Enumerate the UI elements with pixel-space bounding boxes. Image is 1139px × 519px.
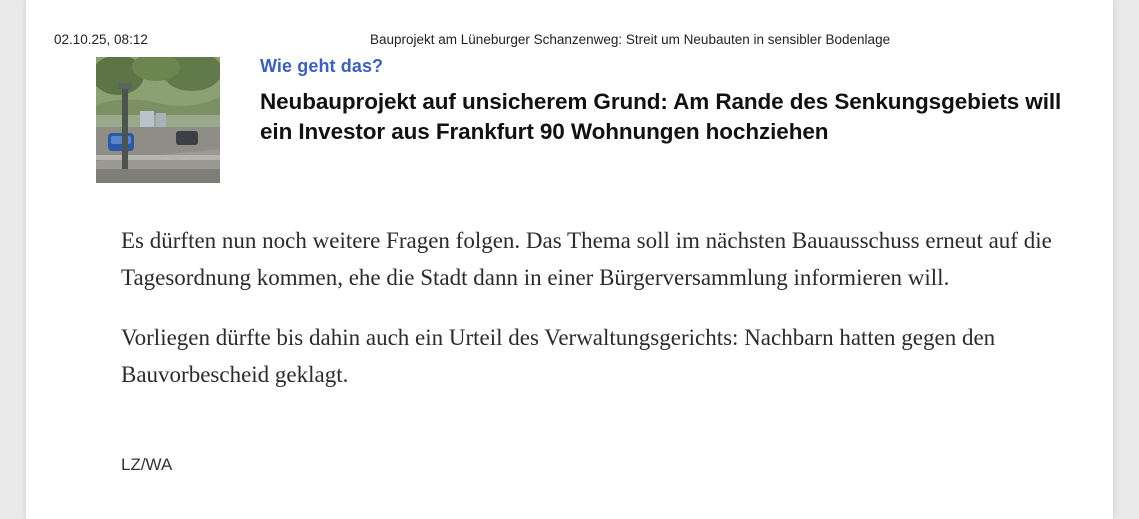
article-credit: LZ/WA — [121, 455, 173, 474]
article-paragraph: Es dürften nun noch weitere Fragen folgen. Das Thema soll im nächsten Bauausschuss erneut auf die Tagesordnung kommen, ehe die Stadt dann in einer Bürgerversammlung informieren will. — [121, 228, 1052, 291]
running-title: Bauprojekt am Lüneburger Schanzenweg: Streit um Neubauten in sensibler Bodenlage — [370, 32, 891, 47]
street-with-trees-photo — [96, 57, 220, 183]
teaser-headline[interactable]: Neubauprojekt auf unsicherem Grund: Am Rande des Senkungsgebiets will ein Investor aus Frankfurt 90 Wohnungen hochziehen — [260, 88, 1062, 144]
document-page — [26, 0, 1113, 519]
article-body — [121, 222, 1096, 415]
page-header — [26, 32, 1113, 50]
teaser-kicker[interactable]: Wie geht das? — [260, 56, 384, 76]
article-paragraph: Vorliegen dürfte bis dahin auch ein Urteil des Verwaltungsgerichts: Nachbarn hatten gegen den Bauvorbescheid geklagt. — [121, 324, 996, 387]
teaser-text — [260, 57, 1090, 147]
print-date: 02.10.25, 08:12 — [54, 32, 148, 47]
